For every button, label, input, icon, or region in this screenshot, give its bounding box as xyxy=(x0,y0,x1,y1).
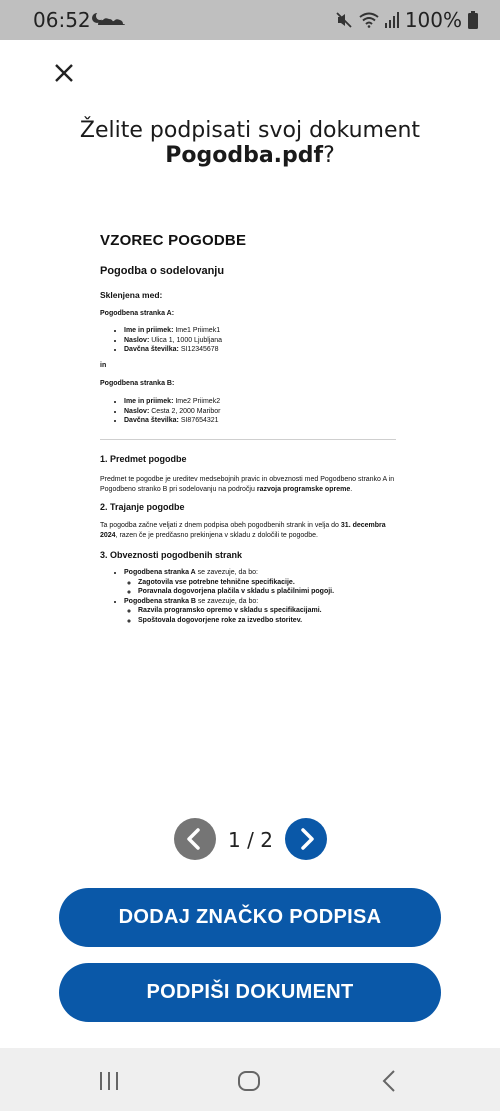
list-item: ◦ Razvila programsko opremo v skladu s specifikacijami. xyxy=(138,606,334,616)
doc-subtitle: Pogodba o sodelovanju xyxy=(100,265,225,277)
list-item: • Naslov: Ulica 1, 1000 Ljubljana xyxy=(124,336,222,346)
doc-party-a-list xyxy=(100,326,222,355)
doc-party-a-label: Pogodbena stranka A: xyxy=(100,310,175,317)
list-item: • Davčna številka: SI87654321 xyxy=(124,416,221,426)
page-navigator xyxy=(0,818,500,862)
signal-icon xyxy=(385,12,399,28)
doc-section-3-list xyxy=(100,568,334,625)
list-item: • Davčna številka: SI12345678 xyxy=(124,345,222,355)
doc-title: VZOREC POGODBE xyxy=(100,232,247,249)
list-item: • Naslov: Cesta 2, 2000 Maribor xyxy=(124,407,221,417)
add-signature-badge-button[interactable]: DODAJ ZNAČKO PODPISA xyxy=(59,888,441,947)
list-item: • Ime in priimek: Ime1 Priimek1 xyxy=(124,326,222,336)
document-preview xyxy=(100,230,400,650)
close-icon xyxy=(48,57,80,89)
recents-icon[interactable] xyxy=(98,1070,120,1092)
document-filename: Pogodba.pdf xyxy=(165,143,324,168)
status-icons xyxy=(335,8,478,32)
list-item: ◦ Zagotovila vse potrebne tehnične specifikacije. xyxy=(138,578,334,588)
next-page-button[interactable] xyxy=(285,818,327,860)
headline-prefix: Želite podpisati svoj dokument xyxy=(79,118,421,143)
list-item: • Ime in priimek: Ime2 Priimek2 xyxy=(124,397,221,407)
mute-icon xyxy=(335,11,353,29)
wifi-icon xyxy=(359,12,379,28)
list-item: ◦ Spoštovala dogovorjene roke za izvedbo storitev. xyxy=(138,616,334,626)
doc-section-1-title: 1. Predmet pogodbe xyxy=(100,454,187,464)
list-item: • Pogodbena stranka A se zavezuje, da bo: ◦ Zagotovila vse potrebne tehnične specifikacije. ◦ Poravnala dogovorjena plačila v skladu s plačilnimi pogoji. xyxy=(124,568,334,597)
doc-party-b-label: Pogodbena stranka B: xyxy=(100,380,175,387)
back-icon[interactable] xyxy=(380,1069,400,1093)
close-button[interactable] xyxy=(48,57,80,89)
sign-question xyxy=(0,118,500,168)
list-item: ◦ Poravnala dogovorjena plačila v skladu s plačilnimi pogoji. xyxy=(138,587,334,597)
doc-and: in xyxy=(100,362,107,369)
status-bar xyxy=(0,0,500,40)
page-indicator: 1 / 2 xyxy=(228,828,273,852)
weather-icon xyxy=(90,10,126,33)
status-time: 06:52 xyxy=(33,8,91,32)
system-nav-bar xyxy=(0,1048,500,1111)
doc-concluded-between: Sklenjena med: xyxy=(100,290,163,300)
prev-page-button[interactable] xyxy=(174,818,216,860)
doc-party-b-list xyxy=(100,397,221,426)
sign-document-button[interactable]: PODPIŠI DOKUMENT xyxy=(59,963,441,1022)
battery-text: 100% xyxy=(404,8,462,32)
chevron-left-icon xyxy=(174,818,216,860)
doc-section-1-text: Predmet te pogodbe je ureditev medsebojnih pravic in obveznosti med Pogodbeno stranko A in Pogodbeno stranko B pri sodelovanju na področju razvoja programske opreme. xyxy=(100,476,395,493)
chevron-right-icon xyxy=(285,818,327,860)
doc-section-2-text: Ta pogodba začne veljati z dnem podpisa obeh pogodbenih strank in velja do 31. decembra 2024, razen če je predčasno prekinjena v skladu z določili te pogodbe. xyxy=(100,522,386,539)
doc-divider xyxy=(100,439,396,440)
headline-suffix: ? xyxy=(323,143,335,168)
doc-section-3-title: 3. Obveznosti pogodbenih strank xyxy=(100,550,243,560)
doc-section-2-title: 2. Trajanje pogodbe xyxy=(100,502,185,512)
home-icon[interactable] xyxy=(237,1070,261,1092)
list-item: • Pogodbena stranka B se zavezuje, da bo: ◦ Razvila programsko opremo v skladu s specifikacijami. ◦ Spoštovala dogovorjene roke za izvedbo storitev. xyxy=(124,597,334,626)
battery-icon xyxy=(468,11,478,29)
